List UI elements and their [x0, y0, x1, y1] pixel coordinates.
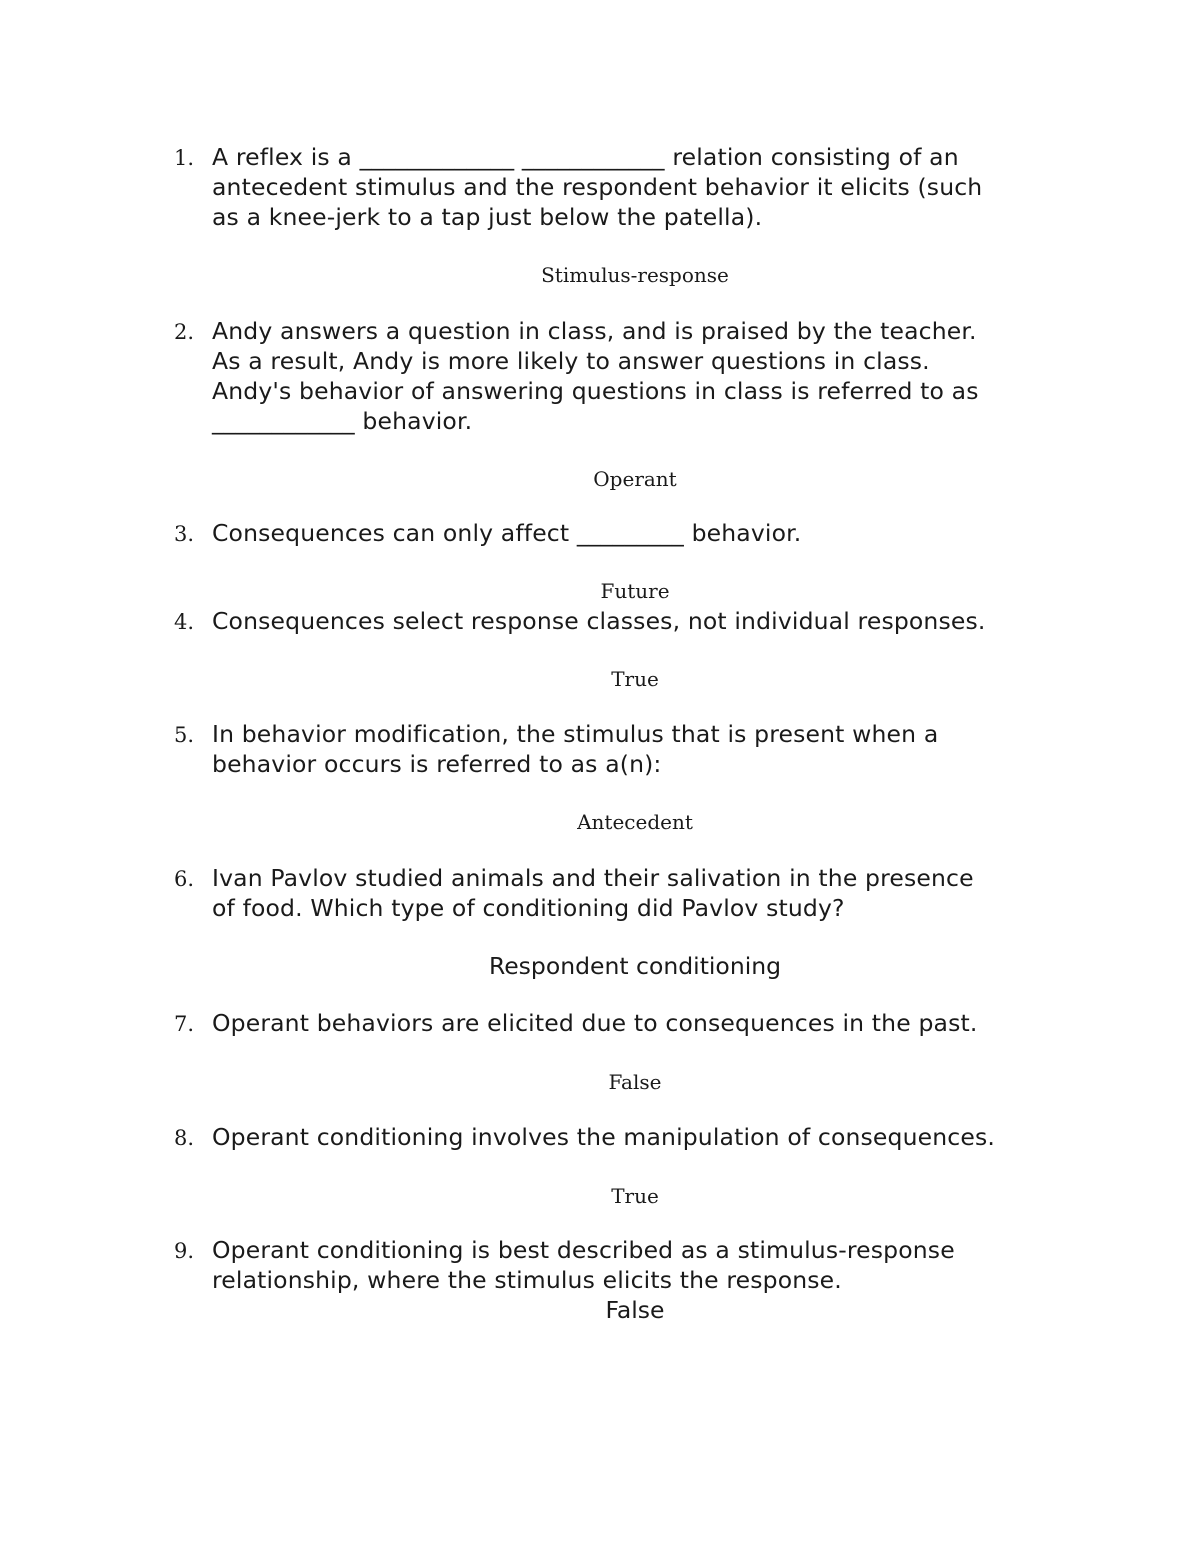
question-number: 1.: [174, 146, 195, 170]
answer-6: Respondent conditioning: [488, 952, 782, 980]
answer-2: Operant: [593, 467, 677, 491]
question-text-line: Operant behaviors are elicited due to consequences in the past.: [212, 1009, 978, 1037]
question-text-line: Andy answers a question in class, and is praised by the teacher.: [212, 317, 977, 345]
question-text-line: Consequences select response classes, not individual responses.: [212, 607, 986, 635]
question-number: 4.: [174, 610, 195, 634]
question-number: 6.: [174, 867, 195, 891]
question-number: 9.: [174, 1239, 195, 1263]
question-text-line: Consequences can only affect _________ behavior.: [212, 519, 802, 547]
answer-3: Future: [600, 579, 670, 603]
question-text-line: as a knee-jerk to a tap just below the patella).: [212, 203, 763, 231]
question-number: 3.: [174, 522, 195, 546]
question-text-line: behavior occurs is referred to as a(n):: [212, 750, 662, 778]
question-text-line: Operant conditioning is best described as a stimulus-response: [212, 1236, 955, 1264]
question-text-line: Operant conditioning involves the manipulation of consequences.: [212, 1123, 995, 1151]
question-text-line: Ivan Pavlov studied animals and their salivation in the presence: [212, 864, 974, 892]
question-text-line: As a result, Andy is more likely to answer questions in class.: [212, 347, 930, 375]
question-number: 5.: [174, 723, 195, 747]
answer-4: True: [611, 667, 659, 691]
question-text-line: antecedent stimulus and the respondent behavior it elicits (such: [212, 173, 983, 201]
answer-5: Antecedent: [577, 810, 693, 834]
question-number: 2.: [174, 320, 195, 344]
answer-9: False: [605, 1296, 665, 1324]
question-number: 8.: [174, 1126, 195, 1150]
question-text-line: Andy's behavior of answering questions in class is referred to as: [212, 377, 979, 405]
answer-8: True: [611, 1184, 659, 1208]
answer-1: Stimulus-response: [541, 263, 729, 287]
question-text-line: of food. Which type of conditioning did Pavlov study?: [212, 894, 845, 922]
answer-7: False: [608, 1070, 662, 1094]
question-number: 7.: [174, 1012, 195, 1036]
question-text-line: ____________ behavior.: [212, 407, 473, 435]
question-text-line: In behavior modification, the stimulus that is present when a: [212, 720, 939, 748]
question-text-line: A reflex is a _____________ ____________ relation consisting of an: [212, 143, 959, 171]
question-text-line: relationship, where the stimulus elicits the response.: [212, 1266, 842, 1294]
